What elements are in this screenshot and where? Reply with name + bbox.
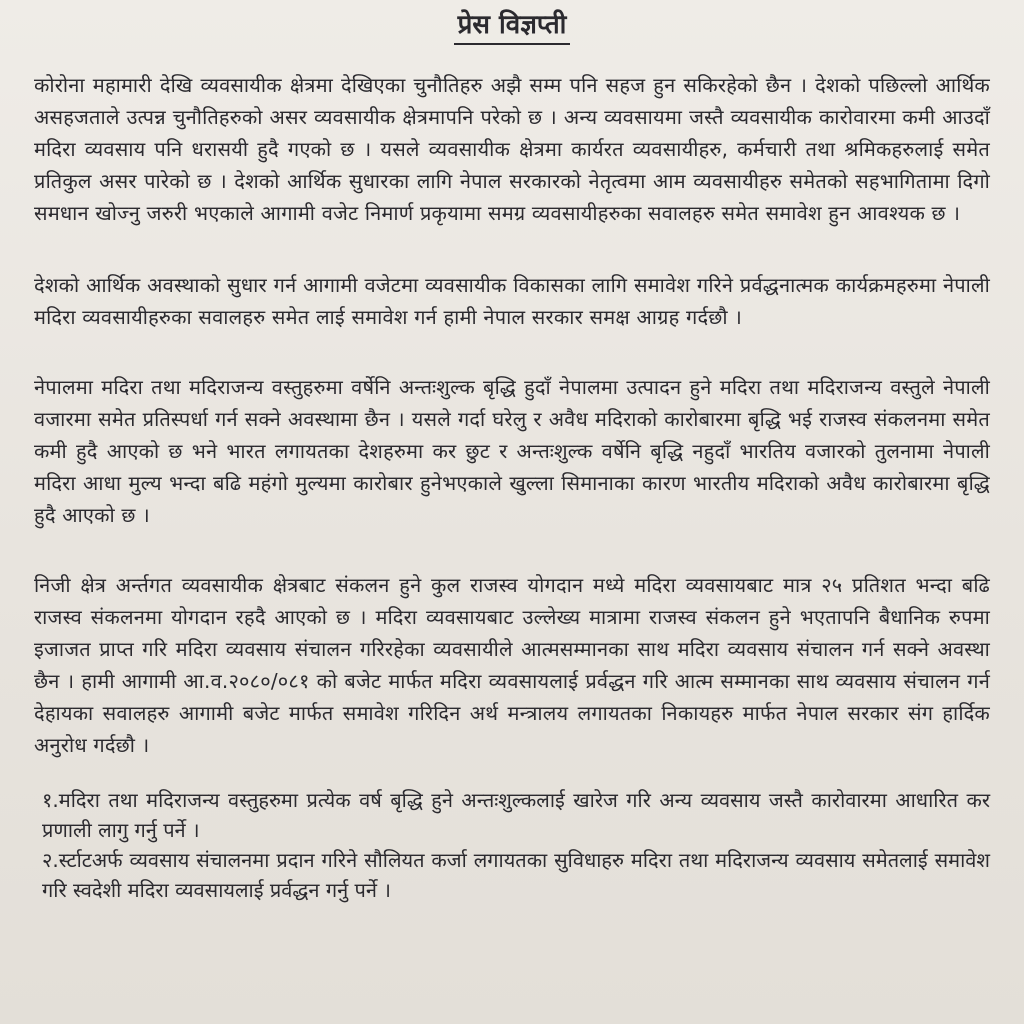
paragraph-3: नेपालमा मदिरा तथा मदिराजन्य वस्तुहरुमा वर्षेनि अन्तःशुल्क बृद्धि हुदाँ नेपालमा उत्पादन हुने मदिरा तथा मदिराजन्य वस्तुले नेपाली वजारमा समेत प्रतिस्पर्धा गर्न सक्ने अवस्थामा छैन । यसले गर्दा घरेलु र अवैध मदिराको कारोबारमा बृद्धि भई राजस्व संकलनमा समेत कमी हुदै आएको छ भने भारत लगायतका देशहरुमा कर छुट र अन्तःशुल्क वर्षेनि बृद्धि नहुदाँ भारतिय वजारको तुलनामा नेपाली मदिरा आधा मुल्य भन्दा बढि महंगो मुल्यमा कारोबार हुनेभएकाले खुल्ला सिमानाका कारण भारतीय मदिराको अवैध कारोबारमा बृद्धि हुदै आएको छ । bbox=[34, 375, 990, 527]
demand-item-2: २.र्स्टाटअर्फ व्यवसाय संचालनमा प्रदान गरिने सौलियत कर्जा लगायतका सुविधाहरु मदिरा तथा मदिराजन्य व्यवसाय समेतलाई समावेश गरि स्वदेशी मदिरा व्यवसायलाई प्रर्वद्धन गर्नु पर्ने । bbox=[42, 848, 990, 902]
document-title-wrap bbox=[34, 8, 990, 45]
paragraph-4: निजी क्षेत्र अर्न्तगत व्यवसायीक क्षेत्रबाट संकलन हुने कुल राजस्व योगदान मध्ये मदिरा व्यवसायबाट मात्र २५ प्रतिशत भन्दा बढि राजस्व संकलनमा योगदान रहदै आएको छ । मदिरा व्यवसायबाट उल्लेख्य मात्रामा राजस्व संकलन हुने भएतापनि बैधानिक रुपमा इजाजत प्राप्त गरि मदिरा व्यवसाय संचालन गरिरहेका व्यवसायीले आत्मसम्मानका साथ मदिरा व्यवसाय संचालन गर्न सक्ने अवस्था छैन । हामी आगामी आ.व.२०८०/०८१ को बजेट मार्फत मदिरा व्यवसायलाई प्रर्वद्धन गरि आत्म सम्मानका साथ व्यवसाय संचालन गर्न देहायका सवालहरु आगामी बजेट मार्फत समावेश गरिदिन अर्थ मन्त्रालय लगायतका निकायहरु मार्फत नेपाल सरकार संग हार्दिक अनुरोध गर्दछौ । bbox=[34, 573, 990, 757]
document-title: प्रेस विज्ञप्ती bbox=[454, 8, 571, 45]
demands-list bbox=[34, 785, 990, 905]
paragraph-2: देशको आर्थिक अवस्थाको सुधार गर्न आगामी वजेटमा व्यवसायीक विकासका लागि समावेश गरिने प्रर्वद्धनात्मक कार्यक्रमहरुमा नेपाली मदिरा व्यवसायीहरुका सवालहरु समेत लाई समावेश गर्न हामी नेपाल सरकार समक्ष आग्रह गर्दछौ । bbox=[34, 273, 990, 329]
paragraph-1: कोरोना महामारी देखि व्यवसायीक क्षेत्रमा देखिएका चुनौतिहरु अझै सम्म पनि सहज हुन सकिरहेको छैन । देशको पछिल्लो आर्थिक असहजताले उत्पन्न चुनौतिहरुको असर व्यवसायीक क्षेत्रमापनि परेको छ । अन्य व्यवसायमा जस्तै व्यवसायीक कारोवारमा कमी आउदाँ मदिरा व्यवसाय पनि धरासयी हुदै गएको छ । यसले व्यवसायीक क्षेत्रमा कार्यरत व्यवसायीहरु, कर्मचारी तथा श्रमिकहरुलाई समेत प्रतिकुल असर पारेको छ । देशको आर्थिक सुधारका लागि नेपाल सरकारको नेतृत्वमा आम व्यवसायीहरु समेतको सहभागितामा दिगो समधान खोज्नु जरुरी भएकाले आगामी वजेट निमार्ण प्रकृयामा समग्र व्यवसायीहरुका सवालहरु समेत समावेश हुन आवश्यक छ । bbox=[34, 73, 990, 225]
demand-item-1: १.मदिरा तथा मदिराजन्य वस्तुहरुमा प्रत्येक वर्ष बृद्धि हुने अन्तःशुल्कलाई खारेज गरि अन्य व्यवसाय जस्तै कारोवारमा आधारित कर प्रणाली लागु गर्नु पर्ने । bbox=[42, 788, 990, 842]
